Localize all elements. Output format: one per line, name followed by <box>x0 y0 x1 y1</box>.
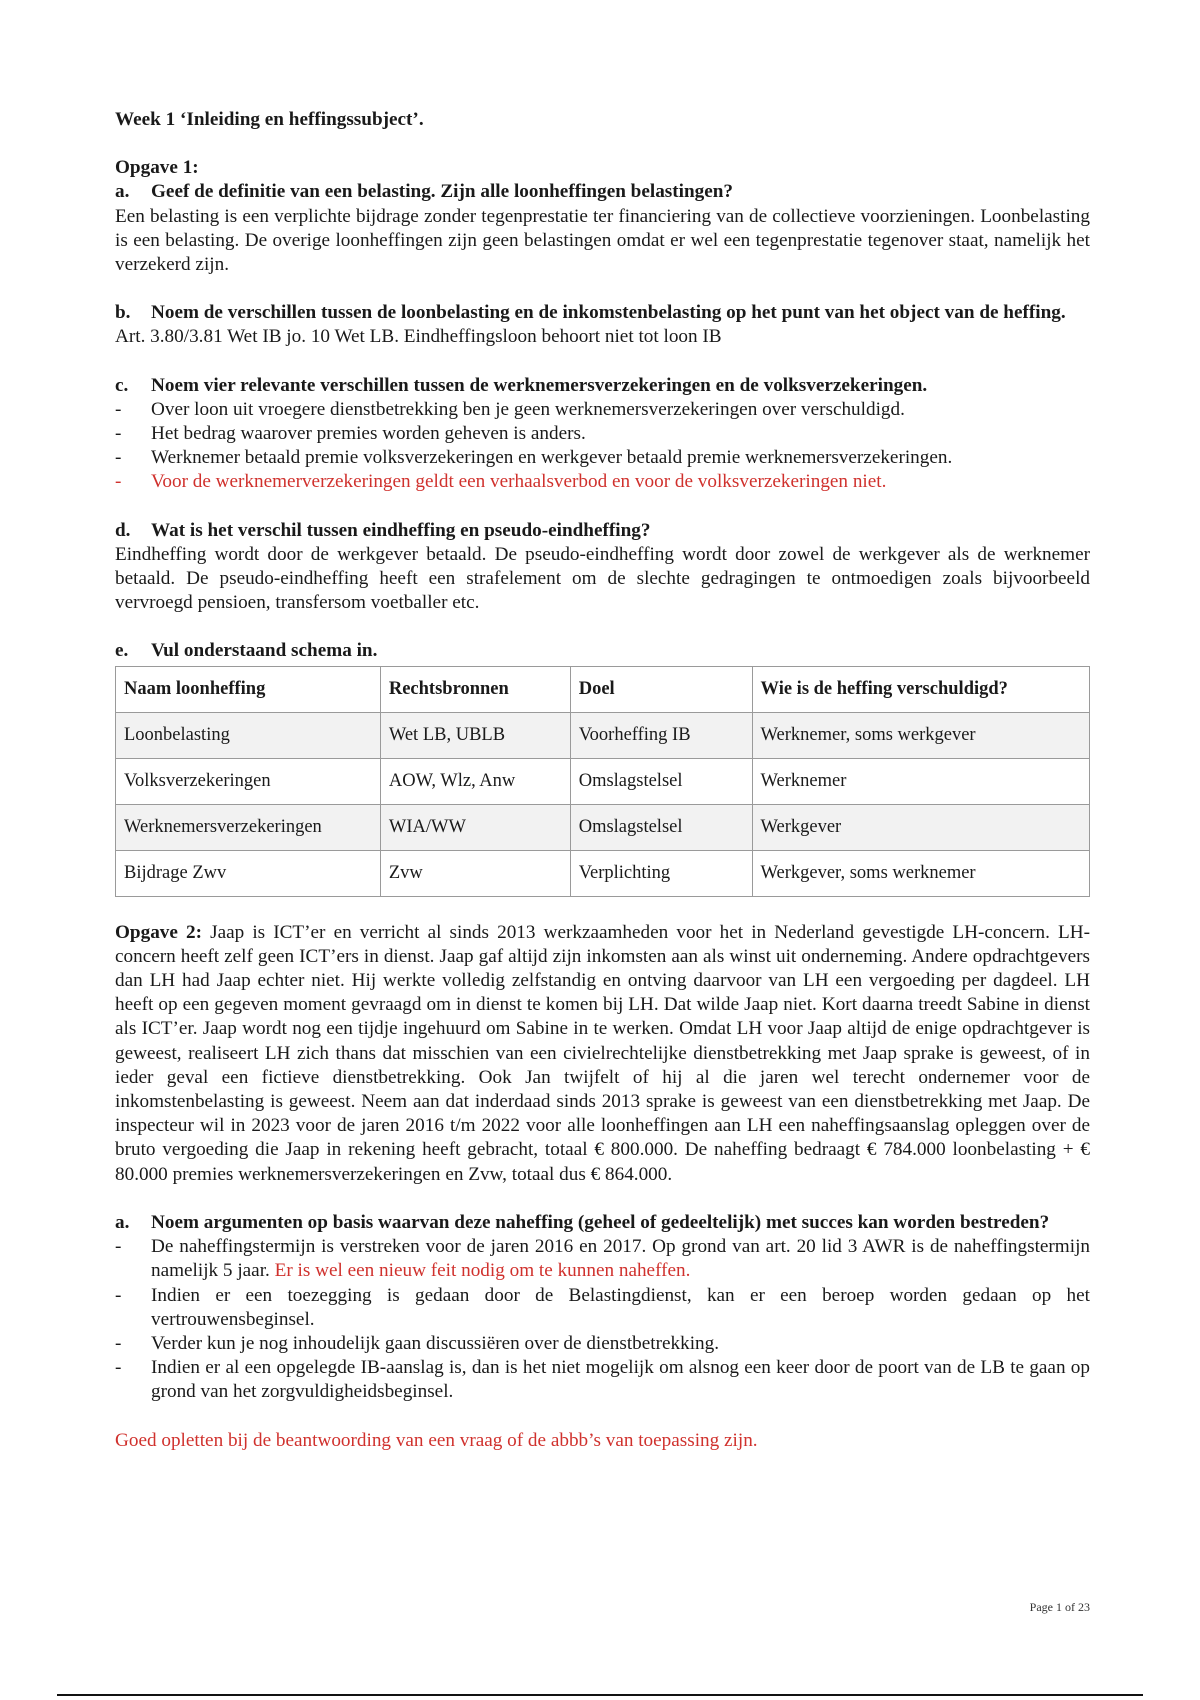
list-item <box>115 422 1090 446</box>
question-1a <box>115 180 1090 204</box>
list-dash: - <box>115 1236 122 1258</box>
list-item-text: Verder kun je nog inhoudelijk gaan discussiëren over de dienstbetrekking. <box>151 1332 720 1354</box>
table-cell: Volksverzekeringen <box>116 758 381 804</box>
table-cell: Omslagstelsel <box>570 758 752 804</box>
list-dash: - <box>115 1284 122 1306</box>
question-1d <box>115 519 1090 543</box>
section-1d <box>115 519 1090 616</box>
table-row <box>116 758 1090 804</box>
answer-1a: Een belasting is een verplichte bijdrage zonder tegenprestatie ter financiering van de collectieve voorzieningen. Loonbelasting is een belasting. De overige loonheffingen zijn geen belastingen omdat er wel een tegenprestatie tegenover staat, namelijk het verzekerd zijn. <box>115 205 1090 276</box>
table-row <box>116 712 1090 758</box>
table-cell: Zvw <box>380 850 570 896</box>
opgave-2-case <box>115 921 1090 1187</box>
list-item <box>115 1332 1090 1356</box>
answer-2a-list <box>115 1235 1090 1404</box>
column-header: Doel <box>570 666 752 712</box>
list-item-text-highlight: Er is wel een nieuw feit nodig om te kunnen naheffen. <box>274 1260 691 1282</box>
table-cell: WIA/WW <box>380 804 570 850</box>
opgave-2-heading: Opgave 2: <box>115 921 202 943</box>
question-1b <box>115 301 1090 325</box>
question-label: a. <box>115 181 130 203</box>
column-header: Wie is de heffing verschuldigd? <box>752 666 1089 712</box>
list-item <box>115 1235 1090 1283</box>
question-label: b. <box>115 302 131 324</box>
table-row <box>116 804 1090 850</box>
question-text: Noem vier relevante verschillen tussen de werknemersverzekeringen en de volksverzekeringen. <box>151 374 928 396</box>
question-text: Wat is het verschil tussen eindheffing en pseudo-eindheffing? <box>151 519 651 541</box>
page-number: Page 1 of 23 <box>1029 1600 1090 1614</box>
list-item-text: Over loon uit vroegere dienstbetrekking ben je geen werknemersverzekeringen over verschuldigd. <box>151 398 905 420</box>
section-2a <box>115 1211 1090 1405</box>
question-label: a. <box>115 1211 130 1233</box>
column-header: Rechtsbronnen <box>380 666 570 712</box>
opgave-2-case-text: Jaap is ICT’er en verricht al sinds 2013 werkzaamheden voor het in Nederland gevestigde LH-concern. LH-concern heeft zelf geen ICT’ers in dienst. Jaap gaf altijd zijn inkomsten aan als winst uit onderneming. Andere opdrachtgevers dan LH had Jaap echter niet. Hij werkte volledig zelfstandig en ontving daarvoor van LH een vergoeding per dagdeel. LH heeft op een gegeven moment gevraagd om in dienst te komen bij LH. Dat wilde Jaap niet. Kort daarna treedt Sabine in dienst als ICT’er. Jaap wordt nog een tijdje ingehuurd om Sabine in te werken. Omdat LH voor Jaap altijd de enige opdrachtgever is geweest, realiseert LH zich thans dat misschien van een civielrechtelijke dienstbetrekking met Jaap sprake is geweest, of in ieder geval een fictieve dienstbetrekking. Ook Jan twijfelt of hij al die jaren wel terecht ondernemer voor de inkomstenbelasting is geweest. Neem aan dat inderdaad sinds 2013 sprake is geweest van een dienstbetrekking met Jaap. De inspecteur wil in 2023 voor de jaren 2016 t/m 2022 voor alle loonheffingen aan LH een naheffingsaanslag opleggen over de bruto vergoeding die Jaap in rekening heeft gebracht, totaal € 800.000. De naheffing bedraagt € 784.000 loonbelasting + € 80.000 premies werknemersverzekeringen en Zvw, totaal dus € 864.000. <box>115 921 1090 1185</box>
section-1b <box>115 301 1090 349</box>
list-item <box>115 1356 1090 1404</box>
list-item <box>115 398 1090 422</box>
column-header: Naam loonheffing <box>116 666 381 712</box>
table-cell: Werknemer <box>752 758 1089 804</box>
bottom-divider <box>57 1694 1143 1696</box>
question-text: Noem argumenten op basis waarvan deze naheffing (geheel of gedeeltelijk) met succes kan worden bestreden? <box>151 1211 1050 1233</box>
question-text: Vul onderstaand schema in. <box>151 640 378 662</box>
table-header-row <box>116 666 1090 712</box>
section-1c <box>115 374 1090 495</box>
question-text: Geef de definitie van een belasting. Zijn alle loonheffingen belastingen? <box>151 181 734 203</box>
answer-1b: Art. 3.80/3.81 Wet IB jo. 10 Wet LB. Eindheffingsloon behoort niet tot loon IB <box>115 326 722 348</box>
list-item-highlighted <box>115 470 1090 494</box>
table-cell: Loonbelasting <box>116 712 381 758</box>
table-cell: Wet LB, UBLB <box>380 712 570 758</box>
question-label: d. <box>115 519 131 541</box>
table-cell: Werkgever <box>752 804 1089 850</box>
list-item-text: Indien er al een opgelegde IB-aanslag is, dan is het niet mogelijk om alsnog een keer door de poort van de LB te gaan op grond van het zorgvuldigheidsbeginsel. <box>151 1357 1090 1403</box>
table-cell: Omslagstelsel <box>570 804 752 850</box>
section-1e <box>115 639 1090 896</box>
list-item <box>115 1284 1090 1332</box>
list-dash: - <box>115 398 122 420</box>
list-item <box>115 446 1090 470</box>
table-cell: Bijdrage Zwv <box>116 850 381 896</box>
question-text: Noem de verschillen tussen de loonbelasting en de inkomstenbelasting op het punt van het object van de heffing. <box>151 302 1066 324</box>
page-title: Week 1 ‘Inleiding en heffingssubject’. <box>115 109 424 130</box>
list-dash: - <box>115 471 122 493</box>
document-page <box>115 108 1090 1453</box>
table-cell: Werkgever, soms werknemer <box>752 850 1089 896</box>
table-cell: Werknemer, soms werkgever <box>752 712 1089 758</box>
question-label: c. <box>115 374 129 396</box>
answer-1c-list <box>115 398 1090 495</box>
question-1e <box>115 639 1090 663</box>
list-dash: - <box>115 1332 122 1354</box>
loonheffing-table <box>115 666 1090 897</box>
attention-note: Goed opletten bij de beantwoording van een vraag of de abbb’s van toepassing zijn. <box>115 1429 758 1451</box>
question-2a <box>115 1211 1090 1235</box>
list-dash: - <box>115 423 122 445</box>
list-item-text: Het bedrag waarover premies worden geheven is anders. <box>151 423 586 445</box>
answer-1d: Eindheffing wordt door de werkgever betaald. De pseudo-eindheffing wordt door zowel de werkgever als de werknemer betaald. De pseudo-eindheffing heeft een strafelement om de slechte gedragingen te ontmoedigen zoals bijvoorbeeld vervroegd pensioen, transfersom voetballer etc. <box>115 543 1090 614</box>
opgave-1-heading: Opgave 1: <box>115 157 199 179</box>
table-cell: Werknemersverzekeringen <box>116 804 381 850</box>
list-item-text: Werknemer betaald premie volksverzekeringen en werkgever betaald premie werknemersverzekeringen. <box>151 447 953 469</box>
list-dash: - <box>115 447 122 469</box>
table-cell: AOW, Wlz, Anw <box>380 758 570 804</box>
table-cell: Voorheffing IB <box>570 712 752 758</box>
list-item-text: Indien er een toezegging is gedaan door de Belastingdienst, kan er een beroep worden gedaan op het vertrouwensbeginsel. <box>151 1284 1090 1330</box>
list-dash: - <box>115 1357 122 1379</box>
list-item-text: Voor de werknemerverzekeringen geldt een verhaalsverbod en voor de volksverzekeringen niet. <box>151 471 887 493</box>
table-cell: Verplichting <box>570 850 752 896</box>
question-label: e. <box>115 640 129 662</box>
list-item-text <box>151 1235 1090 1283</box>
table-row <box>116 850 1090 896</box>
list-item-text-main: De naheffingstermijn is verstreken voor de jaren 2016 en 2017. Op grond van art. 20 lid 3 AWR is de naheffingstermijn namelijk 5 jaar. <box>151 1236 1090 1282</box>
opgave-1 <box>115 156 1090 277</box>
question-1c <box>115 374 1090 398</box>
